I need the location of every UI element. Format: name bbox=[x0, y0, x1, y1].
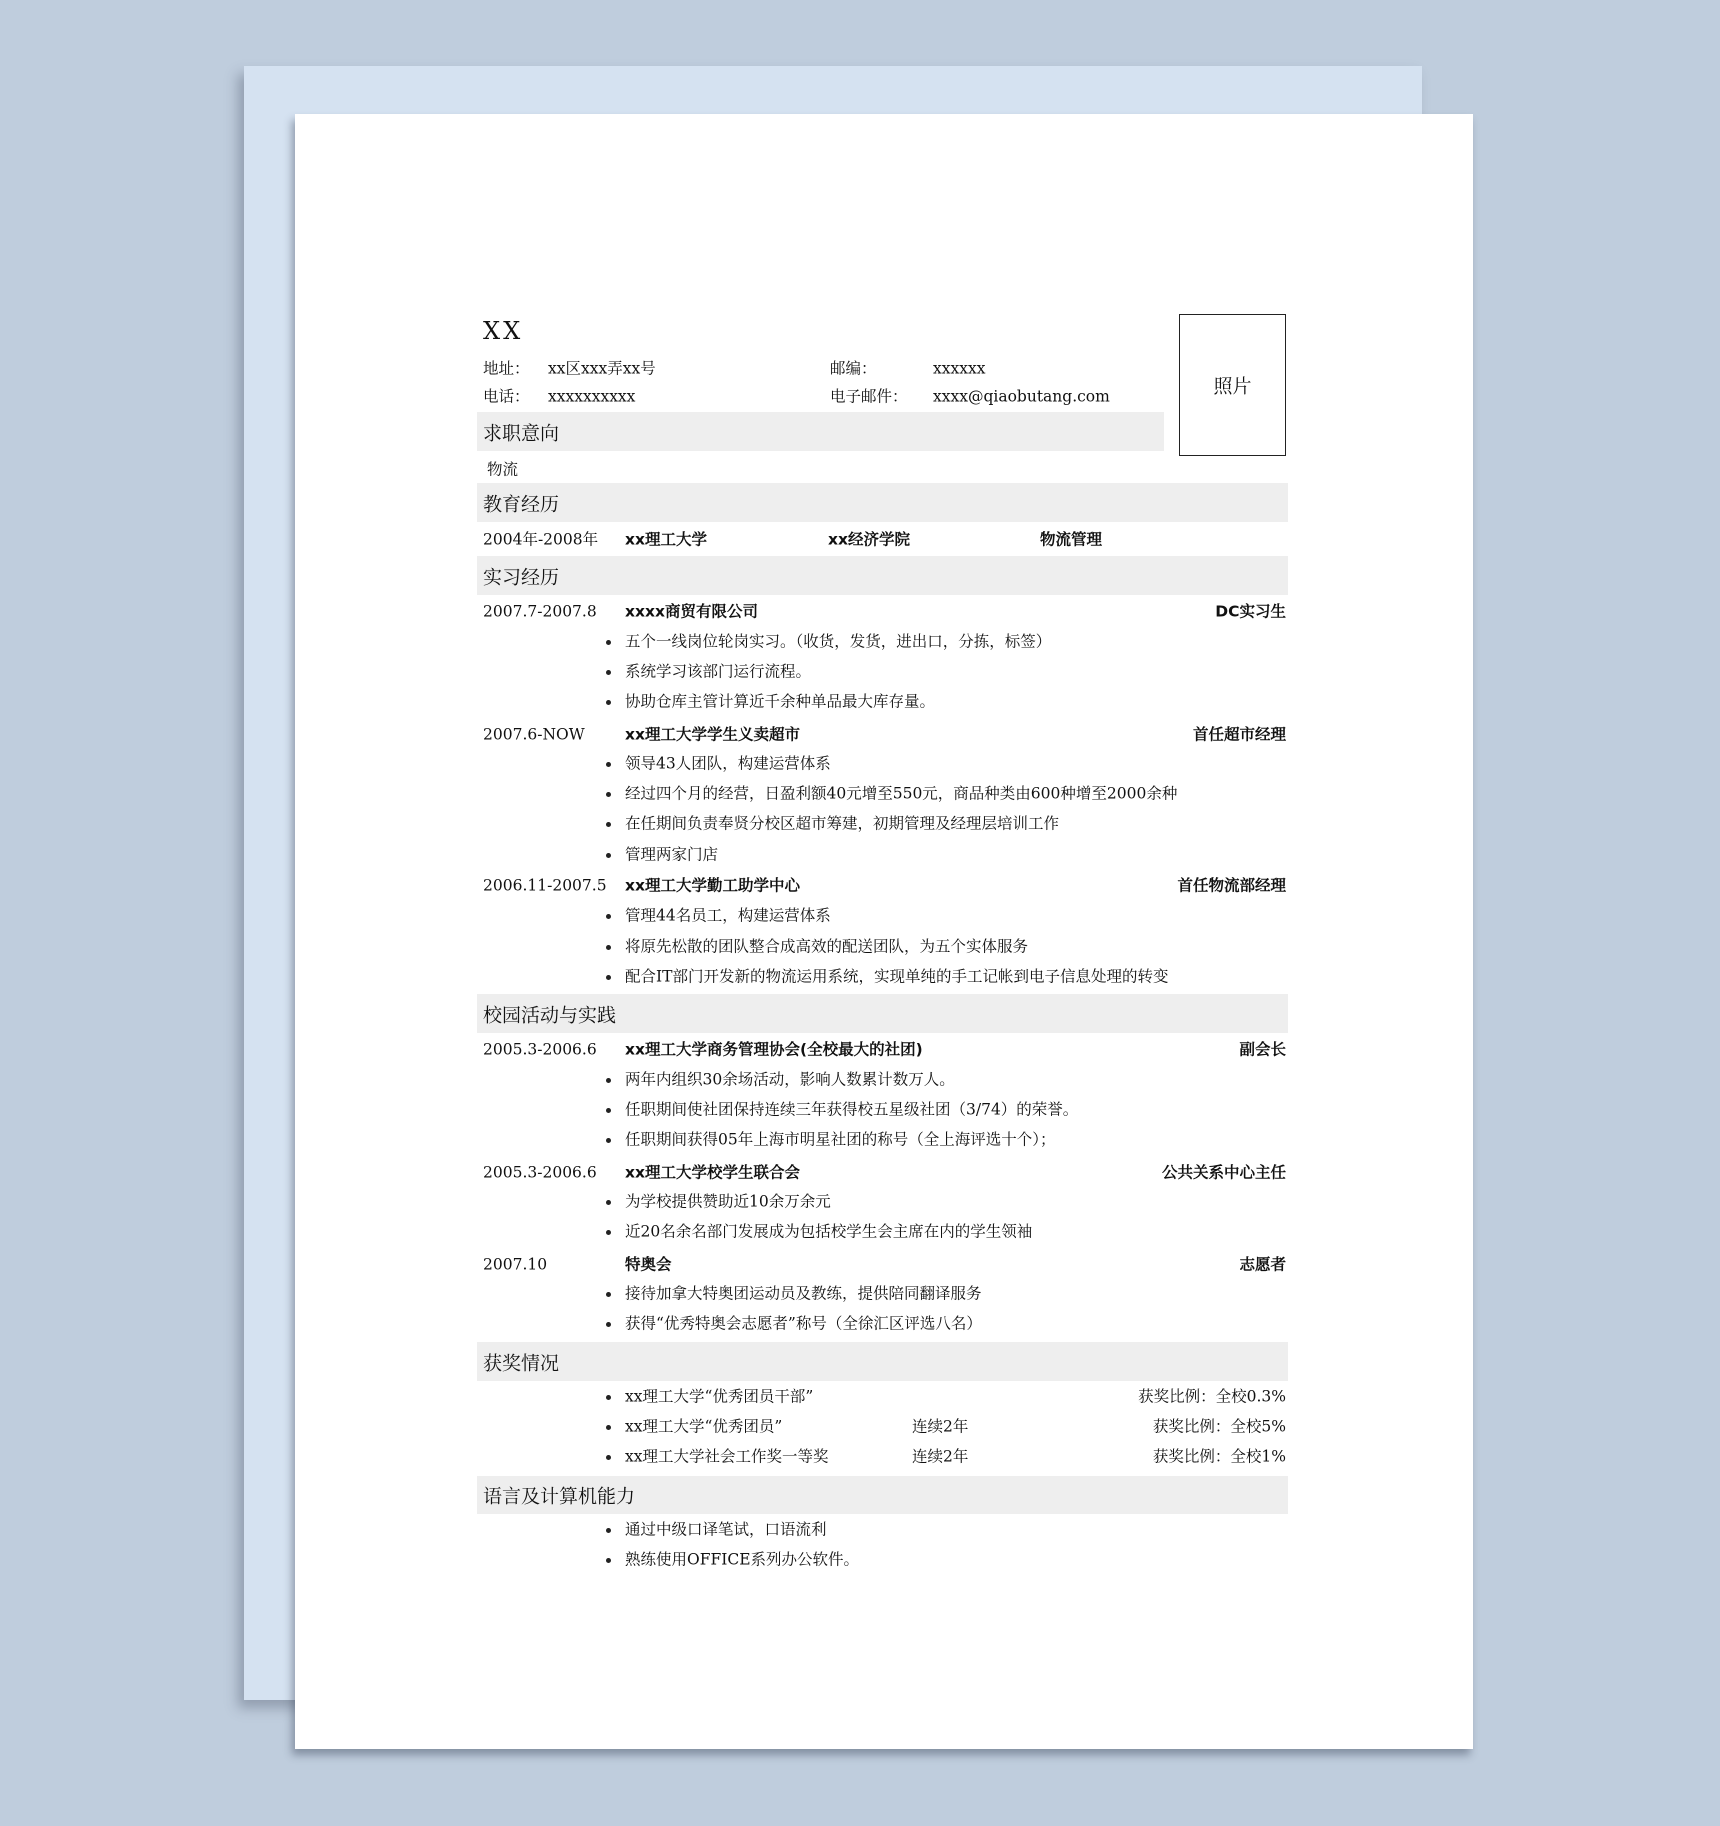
award-name: xx理工大学“优秀团员” bbox=[625, 1417, 783, 1436]
education-period: 2004年-2008年 bbox=[483, 530, 599, 549]
entry-bullet: 近20名余名部门发展成为包括校学生会主席在内的学生领袖 bbox=[625, 1222, 1033, 1241]
entry-bullet: 领导43人团队，构建运营体系 bbox=[625, 754, 831, 773]
bullet-icon bbox=[606, 1200, 611, 1205]
photo-placeholder bbox=[1179, 314, 1286, 456]
education-school: xx理工大学 bbox=[625, 530, 707, 549]
award-duration: 连续2年 bbox=[912, 1447, 969, 1466]
bullet-icon bbox=[606, 1322, 611, 1327]
award-ratio: 获奖比例：全校0.3% bbox=[1138, 1387, 1286, 1406]
entry-role: 志愿者 bbox=[1239, 1255, 1286, 1274]
section-title-campus: 校园活动与实践 bbox=[483, 1004, 617, 1026]
entry-org: xx理工大学校学生联合会 bbox=[625, 1163, 800, 1182]
entry-period: 2005.3-2006.6 bbox=[483, 1040, 597, 1059]
entry-org: xx理工大学商务管理协会(全校最大的社团) bbox=[625, 1040, 923, 1059]
entry-bullet: 系统学习该部门运行流程。 bbox=[625, 662, 812, 681]
bullet-icon bbox=[606, 1558, 611, 1563]
entry-bullet: 为学校提供赞助近10余万余元 bbox=[625, 1192, 831, 1211]
bullet-icon bbox=[606, 1395, 611, 1400]
entry-period: 2007.6-NOW bbox=[483, 725, 585, 744]
entry-role: 首任物流部经理 bbox=[1177, 876, 1286, 895]
education-college: xx经济学院 bbox=[828, 530, 910, 549]
entry-bullet: 两年内组织30余场活动，影响人数累计数万人。 bbox=[625, 1070, 955, 1089]
entry-role: 公共关系中心主任 bbox=[1161, 1163, 1286, 1182]
section-title-awards: 获奖情况 bbox=[483, 1352, 560, 1374]
entry-role: DC实习生 bbox=[1215, 602, 1286, 621]
section-header-campus bbox=[477, 994, 1288, 1033]
section-header-internship bbox=[477, 556, 1288, 595]
section-header-skills bbox=[477, 1476, 1288, 1514]
entry-bullet: 五个一线岗位轮岗实习。（收货，发货，进出口，分拣，标签） bbox=[625, 632, 1052, 651]
section-title-skills: 语言及计算机能力 bbox=[483, 1485, 636, 1508]
entry-org: xx理工大学勤工助学中心 bbox=[625, 876, 800, 895]
entry-bullet: 经过四个月的经营，日盈利额40元增至550元，商品种类由600种增至2000余种 bbox=[625, 784, 1178, 803]
bullet-icon bbox=[606, 670, 611, 675]
award-ratio: 获奖比例：全校1% bbox=[1152, 1447, 1286, 1466]
entry-bullet: 协助仓库主管计算近千余种单品最大库存量。 bbox=[625, 692, 936, 711]
section-header-objective bbox=[477, 412, 1164, 451]
phone-value: xxxxxxxxxx bbox=[548, 387, 636, 406]
award-name: xx理工大学社会工作奖一等奖 bbox=[625, 1447, 829, 1466]
entry-bullet: 任职期间获得05年上海市明星社团的称号（全上海评选十个）； bbox=[625, 1130, 1056, 1149]
award-name: xx理工大学“优秀团员干部” bbox=[625, 1387, 814, 1406]
bullet-icon bbox=[606, 700, 611, 705]
bullet-icon bbox=[606, 1108, 611, 1113]
bullet-icon bbox=[606, 1425, 611, 1430]
section-title-education: 教育经历 bbox=[483, 493, 560, 515]
entry-period: 2007.7-2007.8 bbox=[483, 602, 597, 621]
bullet-icon bbox=[606, 640, 611, 645]
entry-bullet: 配合IT部门开发新的物流运用系统，实现单纯的手工记帐到电子信息处理的转变 bbox=[625, 967, 1169, 986]
entry-bullet: 接待加拿大特奥团运动员及教练，提供陪同翻译服务 bbox=[625, 1284, 982, 1303]
section-title-objective: 求职意向 bbox=[483, 422, 560, 444]
bullet-icon bbox=[606, 975, 611, 980]
resume-name: XX bbox=[483, 317, 524, 345]
award-duration: 连续2年 bbox=[912, 1417, 969, 1436]
zip-value: xxxxxx bbox=[933, 359, 986, 378]
bullet-icon bbox=[606, 792, 611, 797]
objective-value: 物流 bbox=[487, 460, 519, 479]
email-value: xxxx@qiaobutang.com bbox=[933, 387, 1110, 406]
entry-org: 特奥会 bbox=[625, 1255, 672, 1274]
entry-role: 首任超市经理 bbox=[1192, 725, 1286, 744]
bullet-icon bbox=[606, 853, 611, 858]
skill-item: 熟练使用OFFICE系列办公软件。 bbox=[625, 1550, 860, 1569]
section-header-awards bbox=[477, 1342, 1288, 1381]
skill-item: 通过中级口译笔试，口语流利 bbox=[625, 1520, 827, 1539]
entry-role: 副会长 bbox=[1239, 1040, 1286, 1059]
entry-period: 2007.10 bbox=[483, 1255, 548, 1274]
address-label: 地址： bbox=[483, 359, 530, 378]
bullet-icon bbox=[606, 1455, 611, 1460]
entry-bullet: 在任期间负责奉贤分校区超市筹建，初期管理及经理层培训工作 bbox=[625, 814, 1060, 833]
entry-bullet: 任职期间使社团保持连续三年获得校五星级社团（3/74）的荣誉。 bbox=[625, 1100, 1079, 1119]
entry-bullet: 管理44名员工，构建运营体系 bbox=[625, 906, 831, 925]
bullet-icon bbox=[606, 945, 611, 950]
address-value: xx区xxx弄xx号 bbox=[548, 359, 656, 378]
entry-bullet: 将原先松散的团队整合成高效的配送团队，为五个实体服务 bbox=[625, 937, 1029, 956]
entry-org: xx理工大学学生义卖超市 bbox=[625, 725, 800, 744]
bullet-icon bbox=[606, 1528, 611, 1533]
bullet-icon bbox=[606, 914, 611, 919]
bullet-icon bbox=[606, 1230, 611, 1235]
email-label: 电子邮件： bbox=[830, 387, 908, 406]
entry-org: xxxx商贸有限公司 bbox=[625, 602, 758, 621]
bullet-icon bbox=[606, 822, 611, 827]
entry-bullet: 管理两家门店 bbox=[625, 845, 719, 864]
phone-label: 电话： bbox=[483, 387, 530, 406]
zip-label: 邮编： bbox=[830, 359, 877, 378]
entry-period: 2005.3-2006.6 bbox=[483, 1163, 597, 1182]
bullet-icon bbox=[606, 1292, 611, 1297]
award-ratio: 获奖比例：全校5% bbox=[1152, 1417, 1286, 1436]
entry-bullet: 获得“优秀特奥会志愿者”称号（全徐汇区评选八名） bbox=[625, 1314, 982, 1333]
education-major: 物流管理 bbox=[1040, 530, 1103, 549]
bullet-icon bbox=[606, 762, 611, 767]
entry-period: 2006.11-2007.5 bbox=[483, 876, 607, 895]
photo-label: 照片 bbox=[1213, 375, 1252, 398]
bullet-icon bbox=[606, 1138, 611, 1143]
section-title-internship: 实习经历 bbox=[483, 566, 560, 588]
bullet-icon bbox=[606, 1078, 611, 1083]
section-header-education bbox=[477, 483, 1288, 522]
